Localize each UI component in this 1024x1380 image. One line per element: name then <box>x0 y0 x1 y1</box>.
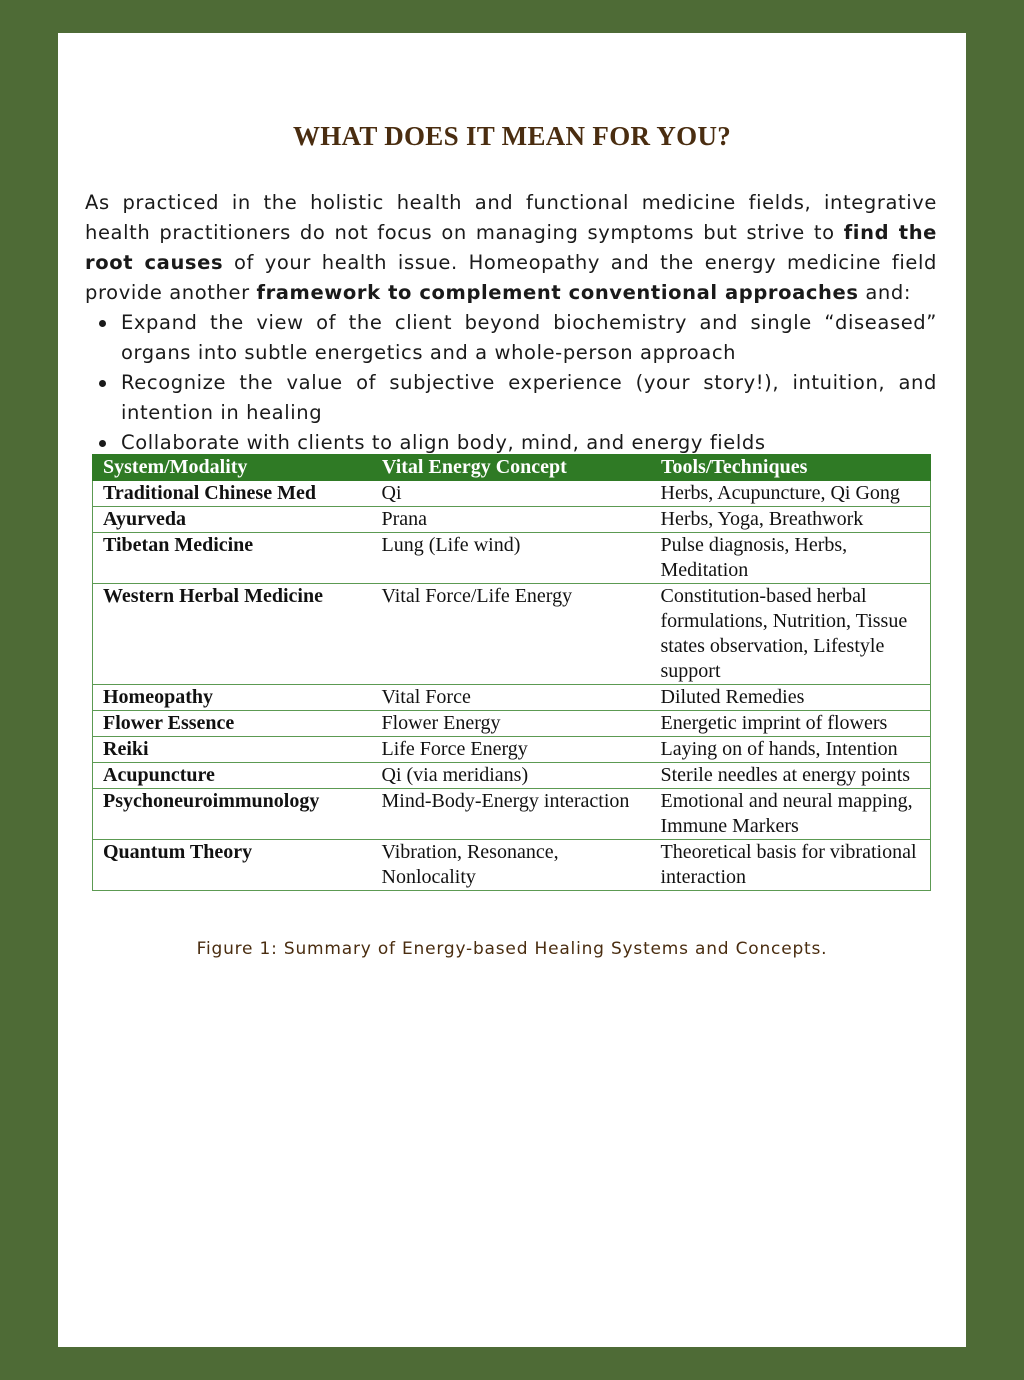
cell-tools: Energetic imprint of flowers <box>651 711 931 737</box>
cell-energy-concept: Vital Force <box>372 685 651 711</box>
cell-tools: Herbs, Acupuncture, Qi Gong <box>651 481 931 507</box>
cell-system: Traditional Chinese Med <box>93 481 372 507</box>
cell-energy-concept: Qi <box>372 481 651 507</box>
table-row <box>93 533 931 584</box>
list-item: Expand the view of the client beyond biochemistry and single “diseased” organs into subtle energetics and a whole-person approach <box>85 308 937 368</box>
cell-system: Acupuncture <box>93 763 372 789</box>
cell-energy-concept: Vibration, Resonance, Nonlocality <box>372 840 651 891</box>
cell-system: Reiki <box>93 737 372 763</box>
page <box>58 33 966 1347</box>
cell-energy-concept: Vital Force/Life Energy <box>372 584 651 685</box>
cell-tools: Theoretical basis for vibrational interaction <box>651 840 931 891</box>
intro-text-3: and: <box>858 281 912 304</box>
cell-system: Psychoneuroimmunology <box>93 789 372 840</box>
cell-system: Homeopathy <box>93 685 372 711</box>
cell-system: Ayurveda <box>93 507 372 533</box>
list-item: Collaborate with clients to align body, mind, and energy fields <box>85 428 937 458</box>
table-row <box>93 507 931 533</box>
intro-paragraph <box>85 188 937 308</box>
table-row <box>93 584 931 685</box>
intro-text-2: of your health issue. Homeopathy and the energy medicine field provide another <box>85 251 937 304</box>
cell-tools: Pulse diagnosis, Herbs, Meditation <box>651 533 931 584</box>
table-header-row <box>93 455 931 481</box>
cell-tools: Diluted Remedies <box>651 685 931 711</box>
cell-tools: Emotional and neural mapping, Immune Markers <box>651 789 931 840</box>
cell-energy-concept: Qi (via meridians) <box>372 763 651 789</box>
table-row <box>93 840 931 891</box>
cell-system: Tibetan Medicine <box>93 533 372 584</box>
cell-energy-concept: Life Force Energy <box>372 737 651 763</box>
cell-energy-concept: Prana <box>372 507 651 533</box>
header-system: System/Modality <box>93 455 372 481</box>
page-title: WHAT DOES IT MEAN FOR YOU? <box>292 121 732 151</box>
cell-energy-concept: Flower Energy <box>372 711 651 737</box>
intro-bold-root-causes: find the root causes <box>85 221 938 274</box>
cell-tools: Laying on of hands, Intention <box>651 737 931 763</box>
energy-systems-table <box>92 454 931 891</box>
intro-bold-framework: framework to complement conventional approaches <box>256 281 859 304</box>
cell-energy-concept: Lung (Life wind) <box>372 533 651 584</box>
benefits-list <box>85 308 937 458</box>
table-row <box>93 711 931 737</box>
cell-energy-concept: Mind-Body-Energy interaction <box>372 789 651 840</box>
cell-tools: Sterile needles at energy points <box>651 763 931 789</box>
header-energy-concept: Vital Energy Concept <box>372 455 651 481</box>
table-row <box>93 737 931 763</box>
intro-text-1: As practiced in the holistic health and functional medicine fields, integrative health practitioners do not focus on managing symptoms but strive to <box>85 191 937 244</box>
table-row <box>93 763 931 789</box>
cell-tools: Herbs, Yoga, Breathwork <box>651 507 931 533</box>
cell-system: Western Herbal Medicine <box>93 584 372 685</box>
cell-system: Quantum Theory <box>93 840 372 891</box>
cell-tools: Constitution-based herbal formulations, Nutrition, Tissue states observation, Lifestyle support <box>651 584 931 685</box>
cell-system: Flower Essence <box>93 711 372 737</box>
table-row <box>93 481 931 507</box>
table-row <box>93 685 931 711</box>
figure-caption: Figure 1: Summary of Energy-based Healing Systems and Concepts. <box>196 939 828 959</box>
list-item: Recognize the value of subjective experience (your story!), intuition, and intention in healing <box>85 368 937 428</box>
table-row <box>93 789 931 840</box>
header-tools: Tools/Techniques <box>651 455 931 481</box>
